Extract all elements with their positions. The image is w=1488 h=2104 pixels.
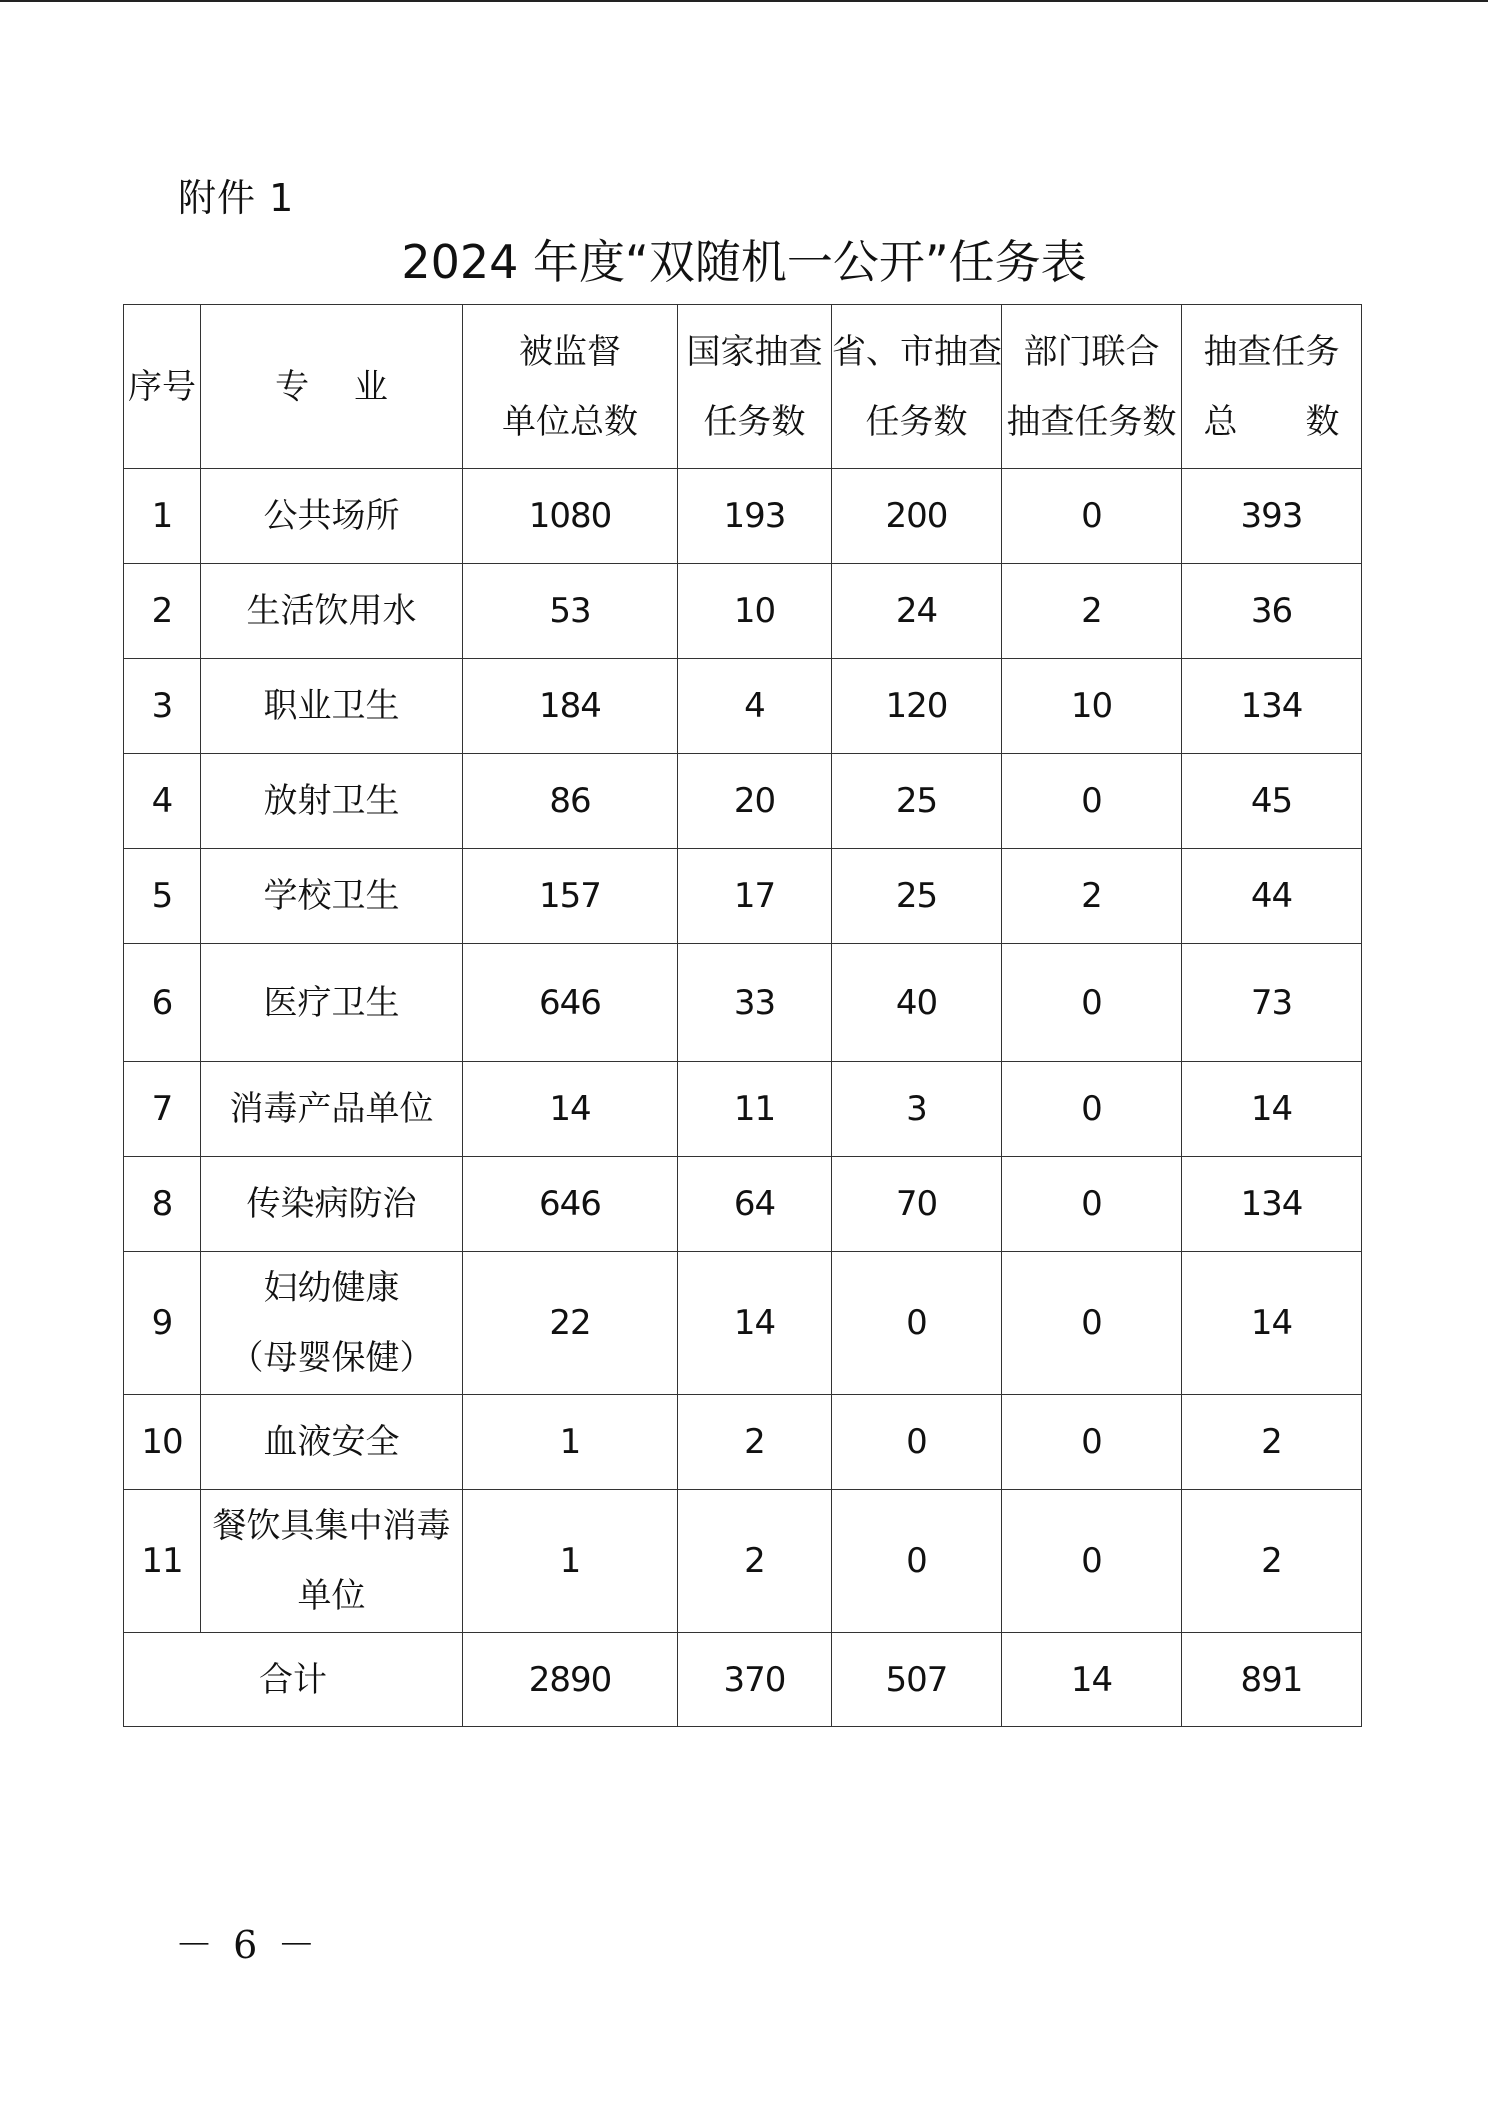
- row-seq: 8: [124, 1157, 201, 1252]
- row-total-tasks: 134: [1182, 659, 1362, 754]
- header-joint-tasks-line2: 抽查任务数: [1006, 401, 1177, 442]
- page-number: － 6 －: [175, 1923, 320, 1967]
- totals-row: [124, 1633, 1362, 1727]
- header-total-tasks: [1182, 305, 1362, 469]
- row-supervised-units: 646: [463, 944, 678, 1062]
- row-specialty-line1: 妇幼健康: [263, 1268, 400, 1308]
- totals-joint-tasks: 14: [1002, 1633, 1182, 1727]
- row-supervised-units: 1080: [463, 469, 678, 564]
- row-provincial-tasks: 70: [832, 1157, 1002, 1252]
- table-row: [124, 944, 1362, 1062]
- row-total-tasks: 14: [1182, 1062, 1362, 1157]
- row-total-tasks: 45: [1182, 754, 1362, 849]
- row-specialty: 生活饮用水: [201, 564, 463, 659]
- header-supervised-units-line2: 单位总数: [502, 401, 638, 442]
- header-total-tasks-line1: 抽查任务: [1203, 331, 1340, 372]
- row-seq: 6: [124, 944, 201, 1062]
- row-supervised-units: 14: [463, 1062, 678, 1157]
- row-joint-tasks: 2: [1002, 564, 1182, 659]
- row-supervised-units: 1: [463, 1490, 678, 1633]
- row-provincial-tasks: 200: [832, 469, 1002, 564]
- row-provincial-tasks: 25: [832, 754, 1002, 849]
- row-national-tasks: 4: [678, 659, 832, 754]
- header-national-tasks: [678, 305, 832, 469]
- row-joint-tasks: 0: [1002, 469, 1182, 564]
- document-title: 2024 年度“双随机一公开”任务表: [401, 235, 1087, 289]
- row-total-tasks: 73: [1182, 944, 1362, 1062]
- row-seq: 1: [124, 469, 201, 564]
- totals-label: 合计: [124, 1633, 463, 1727]
- header-seq: 序号: [124, 305, 201, 469]
- header-national-tasks-line2: 任务数: [703, 401, 806, 442]
- task-table: [123, 304, 1362, 1727]
- row-national-tasks: 14: [678, 1252, 832, 1395]
- table-row: [124, 469, 1362, 564]
- row-specialty-line2: （母婴保健）: [229, 1338, 434, 1378]
- row-joint-tasks: 0: [1002, 1157, 1182, 1252]
- row-provincial-tasks: 0: [832, 1490, 1002, 1633]
- row-national-tasks: 2: [678, 1490, 832, 1633]
- row-joint-tasks: 0: [1002, 944, 1182, 1062]
- row-national-tasks: 33: [678, 944, 832, 1062]
- table-row: [124, 564, 1362, 659]
- row-specialty: 公共场所: [201, 469, 463, 564]
- row-specialty: 放射卫生: [201, 754, 463, 849]
- row-provincial-tasks: 24: [832, 564, 1002, 659]
- row-seq: 4: [124, 754, 201, 849]
- header-total-tasks-line2: 总 数: [1203, 401, 1340, 442]
- row-specialty: [201, 1252, 463, 1395]
- table-row: [124, 1062, 1362, 1157]
- totals-national-tasks: 370: [678, 1633, 832, 1727]
- table-row: [124, 1395, 1362, 1490]
- row-national-tasks: 11: [678, 1062, 832, 1157]
- attachment-label: 附件 1: [178, 176, 295, 220]
- row-total-tasks: 134: [1182, 1157, 1362, 1252]
- row-seq: 3: [124, 659, 201, 754]
- row-total-tasks: 393: [1182, 469, 1362, 564]
- row-specialty: 消毒产品单位: [201, 1062, 463, 1157]
- row-provincial-tasks: 40: [832, 944, 1002, 1062]
- row-joint-tasks: 10: [1002, 659, 1182, 754]
- table-row: [124, 1252, 1362, 1395]
- row-specialty: 学校卫生: [201, 849, 463, 944]
- table-row: [124, 1490, 1362, 1633]
- header-supervised-units-line1: 被监督: [519, 331, 621, 372]
- table-row: [124, 754, 1362, 849]
- row-total-tasks: 36: [1182, 564, 1362, 659]
- header-provincial-tasks-line1: 省、市抽查: [832, 331, 1002, 372]
- row-total-tasks: 2: [1182, 1395, 1362, 1490]
- row-specialty: 职业卫生: [201, 659, 463, 754]
- row-specialty: [201, 1490, 463, 1633]
- page-top-border: [0, 0, 1488, 2]
- row-specialty-line2: 单位: [297, 1576, 366, 1616]
- totals-provincial-tasks: 507: [832, 1633, 1002, 1727]
- table-row: [124, 659, 1362, 754]
- row-total-tasks: 44: [1182, 849, 1362, 944]
- totals-total-tasks: 891: [1182, 1633, 1362, 1727]
- row-total-tasks: 2: [1182, 1490, 1362, 1633]
- row-national-tasks: 64: [678, 1157, 832, 1252]
- row-seq: 5: [124, 849, 201, 944]
- row-supervised-units: 157: [463, 849, 678, 944]
- table-header-row: [124, 305, 1362, 469]
- row-specialty: 血液安全: [201, 1395, 463, 1490]
- row-national-tasks: 2: [678, 1395, 832, 1490]
- row-national-tasks: 17: [678, 849, 832, 944]
- row-supervised-units: 646: [463, 1157, 678, 1252]
- row-provincial-tasks: 25: [832, 849, 1002, 944]
- row-supervised-units: 53: [463, 564, 678, 659]
- row-provincial-tasks: 0: [832, 1252, 1002, 1395]
- row-provincial-tasks: 0: [832, 1395, 1002, 1490]
- row-joint-tasks: 0: [1002, 754, 1182, 849]
- row-joint-tasks: 0: [1002, 1395, 1182, 1490]
- row-seq: 10: [124, 1395, 201, 1490]
- row-national-tasks: 10: [678, 564, 832, 659]
- row-provincial-tasks: 3: [832, 1062, 1002, 1157]
- row-joint-tasks: 2: [1002, 849, 1182, 944]
- row-supervised-units: 1: [463, 1395, 678, 1490]
- row-joint-tasks: 0: [1002, 1252, 1182, 1395]
- header-specialty: 专 业: [201, 305, 463, 469]
- header-joint-tasks: [1002, 305, 1182, 469]
- header-provincial-tasks-line2: 任务数: [865, 401, 968, 442]
- row-seq: 7: [124, 1062, 201, 1157]
- row-seq: 2: [124, 564, 201, 659]
- totals-supervised-units: 2890: [463, 1633, 678, 1727]
- row-seq: 9: [124, 1252, 201, 1395]
- header-national-tasks-line1: 国家抽查: [686, 331, 823, 372]
- header-joint-tasks-line1: 部门联合: [1023, 331, 1160, 372]
- row-specialty: 传染病防治: [201, 1157, 463, 1252]
- row-specialty: 医疗卫生: [201, 944, 463, 1062]
- table-row: [124, 1157, 1362, 1252]
- row-supervised-units: 184: [463, 659, 678, 754]
- row-specialty-line1: 餐饮具集中消毒: [212, 1506, 451, 1546]
- row-supervised-units: 86: [463, 754, 678, 849]
- row-supervised-units: 22: [463, 1252, 678, 1395]
- row-joint-tasks: 0: [1002, 1490, 1182, 1633]
- row-total-tasks: 14: [1182, 1252, 1362, 1395]
- header-supervised-units: [463, 305, 678, 469]
- table-row: [124, 849, 1362, 944]
- row-joint-tasks: 0: [1002, 1062, 1182, 1157]
- row-national-tasks: 193: [678, 469, 832, 564]
- row-national-tasks: 20: [678, 754, 832, 849]
- row-seq: 11: [124, 1490, 201, 1633]
- header-provincial-tasks: [832, 305, 1002, 469]
- row-provincial-tasks: 120: [832, 659, 1002, 754]
